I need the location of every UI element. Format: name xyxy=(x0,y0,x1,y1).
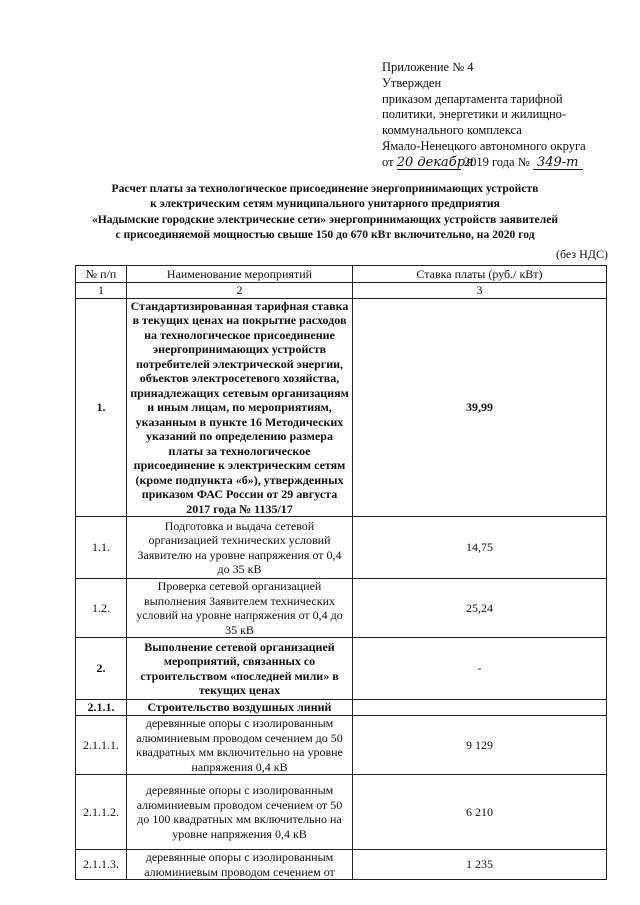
handwritten-order-number: 349-т xyxy=(533,157,583,170)
date-prefix: от xyxy=(382,154,394,169)
title-line-1: Расчет платы за технологическое присоединение энергопринимающих устройств xyxy=(111,182,539,195)
approved-label: Утвержден xyxy=(382,75,442,90)
column-number-row xyxy=(76,283,607,299)
table-row xyxy=(76,850,607,880)
row-name: деревянные опоры с изолированным алюминиевым проводом сечением до 50 квадратных мм включительно на уровне напряжения 0,4 кВ xyxy=(127,716,353,775)
header-number: № п/п xyxy=(76,266,127,283)
document-title xyxy=(70,181,580,242)
column-number-3: 3 xyxy=(353,283,607,299)
row-rate xyxy=(353,700,607,716)
row-name: деревянные опоры с изолированным алюминиевым проводом сечением от 50 до 100 квадратных мм включительно на уровне напряжения 0,4 кВ xyxy=(127,775,353,850)
table-row xyxy=(76,298,607,517)
row-name: Подготовка и выдача сетевой организацией технических условий Заявителю на уровне напряжения от 0,4 до 35 кВ xyxy=(127,517,353,579)
table-row xyxy=(76,716,607,775)
title-line-3: «Надымские городские электрические сети» энергопринимающих устройств заявителей xyxy=(91,212,559,226)
table-row xyxy=(76,579,607,638)
column-number-1: 1 xyxy=(76,283,127,299)
row-number: 2.1.1. xyxy=(76,700,127,716)
row-number: 2.1.1.2. xyxy=(76,775,127,850)
row-name: Выполнение сетевой организацией мероприятий, связанных со строительством «последней мили» в текущих ценах xyxy=(127,638,353,700)
approval-date-line xyxy=(382,155,632,171)
handwritten-date: 20 декабря xyxy=(396,154,474,170)
row-number: 1.1. xyxy=(76,517,127,579)
row-name: Проверка сетевой организацией выполнения Заявителем технических условий на уровне напряжения от 0,4 до 35 кВ xyxy=(127,579,353,638)
date-suffix: 2019 года № xyxy=(463,154,530,169)
row-rate: 6 210 xyxy=(353,775,607,850)
column-number-2: 2 xyxy=(127,283,353,299)
row-name: Стандартизированная тарифная ставка в текущих ценах на покрытие расходов на технологическое присоединение энергопринимающих устройств потребителей электрической энергии, объектов электросетевого хозяйства, принадлежащих сетевым организациям и иным лицам, по мероприятиям, указанным в пункте 16 Методических указаний по определению размера платы за технологическое присоединение к электрическим сетям (кроме подпункта «б»), утвержденных приказом ФАС России от 29 августа 2017 года № 1135/17 xyxy=(127,298,353,517)
title-line-2: к электрическим сетям муниципального унитарного предприятия xyxy=(150,197,500,211)
header-name: Наименование мероприятий xyxy=(127,266,353,283)
row-number: 2. xyxy=(76,638,127,700)
table-row xyxy=(76,638,607,700)
row-name: Строительство воздушных линий xyxy=(127,700,353,716)
row-rate: 9 129 xyxy=(353,716,607,775)
approval-line-5: коммунального комплекса xyxy=(382,123,522,138)
row-rate: 14,75 xyxy=(353,517,607,579)
row-number: 1. xyxy=(76,298,127,517)
header-rate: Ставка платы (руб./ кВт) xyxy=(353,266,607,283)
table-row xyxy=(76,775,607,850)
row-rate: 39,99 xyxy=(353,298,607,517)
vat-note: (без НДС) xyxy=(555,247,608,261)
table-row xyxy=(76,517,607,579)
appendix-number: Приложение № 4 xyxy=(382,60,474,74)
row-number: 2.1.1.1. xyxy=(76,716,127,775)
row-number: 2.1.1.3. xyxy=(76,850,127,880)
table-row xyxy=(76,700,607,716)
row-rate: 1 235 xyxy=(353,850,607,880)
row-rate: - xyxy=(353,638,607,700)
row-number: 1.2. xyxy=(76,579,127,638)
table-header-row xyxy=(76,266,607,283)
row-rate: 25,24 xyxy=(353,579,607,638)
approval-block xyxy=(382,60,632,171)
approval-line-4: политики, энергетики и жилищно- xyxy=(382,107,567,122)
title-line-4: с присоединяемой мощностью свыше 150 до 670 кВт включительно, на 2020 год xyxy=(115,227,535,241)
rates-table xyxy=(75,265,607,880)
row-name: деревянные опоры с изолированным алюминиевым проводом сечением от xyxy=(127,850,353,880)
approval-line-3: приказом департамента тарифной xyxy=(382,91,563,106)
approval-line-6: Ямало-Ненецкого автономного округа xyxy=(382,138,586,153)
